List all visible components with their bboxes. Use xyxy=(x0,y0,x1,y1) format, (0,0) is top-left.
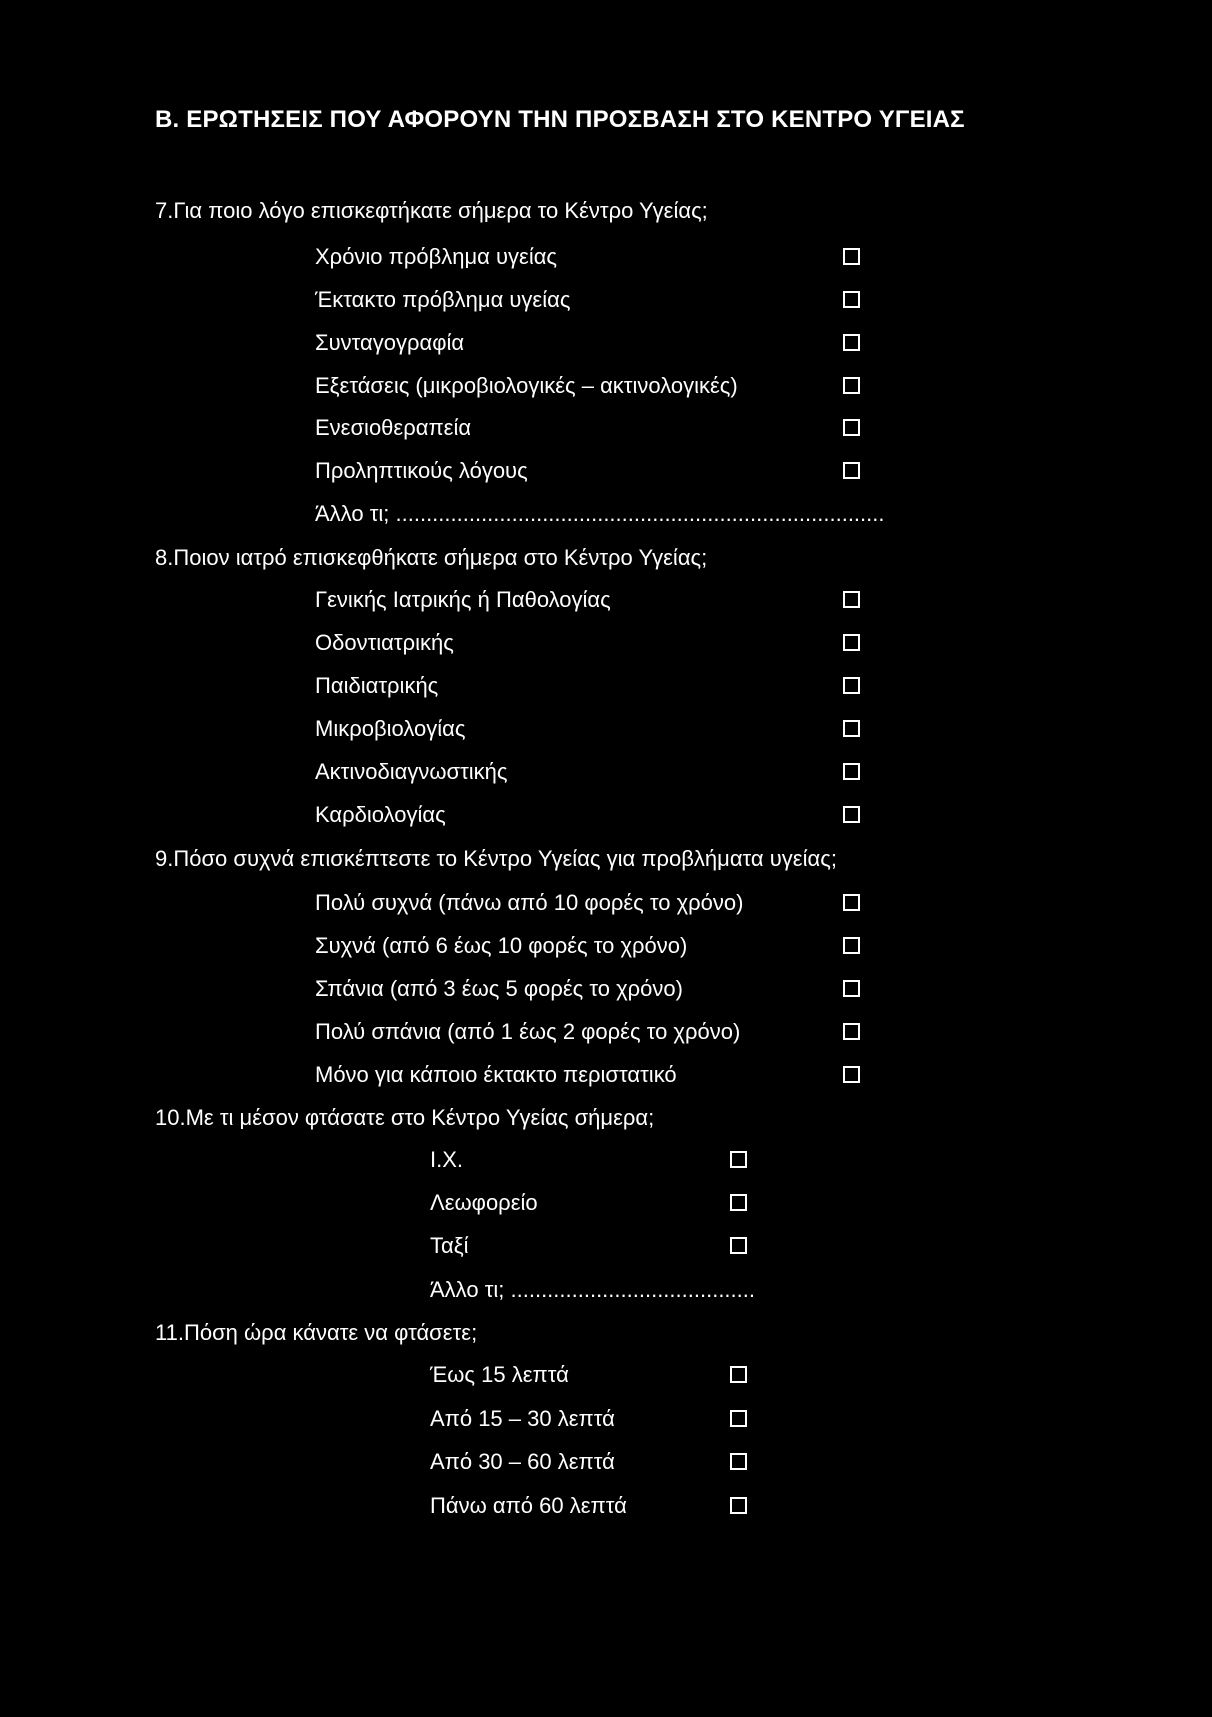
q7-option-3[interactable] xyxy=(315,328,867,358)
option-label: Έκτακτο πρόβλημα υγείας xyxy=(315,287,571,312)
q10-option-2[interactable] xyxy=(430,1188,750,1218)
q8-option-3[interactable] xyxy=(315,671,867,701)
q7-option-6[interactable] xyxy=(315,456,867,486)
checkbox[interactable] xyxy=(843,720,860,737)
checkbox[interactable] xyxy=(843,634,860,651)
checkbox[interactable] xyxy=(843,677,860,694)
q8-option-2[interactable] xyxy=(315,628,867,658)
q9-option-2[interactable] xyxy=(315,931,867,961)
checkbox[interactable] xyxy=(843,1023,860,1040)
checkbox[interactable] xyxy=(843,419,860,436)
checkbox[interactable] xyxy=(843,248,860,265)
checkbox[interactable] xyxy=(843,980,860,997)
q11-option-2[interactable] xyxy=(430,1404,750,1434)
option-label: Πολύ σπάνια (από 1 έως 2 φορές το χρόνο) xyxy=(315,1019,741,1044)
question-9: 9.Πόσο συχνά επισκέπτεστε το Κέντρο Υγείας για προβλήματα υγείας; xyxy=(155,846,837,871)
question-7: 7.Για ποιο λόγο επισκεφτήκατε σήμερα το Κέντρο Υγείας; xyxy=(155,198,708,223)
checkbox[interactable] xyxy=(730,1366,747,1383)
checkbox[interactable] xyxy=(843,377,860,394)
q10-other-field[interactable]: Άλλο τι; ........................................ xyxy=(430,1277,755,1302)
checkbox[interactable] xyxy=(843,291,860,308)
option-label: Συνταγογραφία xyxy=(315,330,465,355)
option-label: Προληπτικούς λόγους xyxy=(315,458,528,483)
option-label: Λεωφορείο xyxy=(430,1190,538,1215)
q8-option-6[interactable] xyxy=(315,800,867,830)
option-label: Ενεσιοθεραπεία xyxy=(315,415,472,440)
q11-option-3[interactable] xyxy=(430,1447,750,1477)
q9-option-5[interactable] xyxy=(315,1060,867,1090)
option-label: Οδοντιατρικής xyxy=(315,630,454,655)
option-label: Από 15 – 30 λεπτά xyxy=(430,1406,615,1431)
q7-option-1[interactable] xyxy=(315,242,867,272)
option-label: Μικροβιολογίας xyxy=(315,716,466,741)
q9-option-4[interactable] xyxy=(315,1017,867,1047)
q7-other-field[interactable]: Άλλο τι; ................................................................................ xyxy=(315,501,885,526)
option-label: Γενικής Ιατρικής ή Παθολογίας xyxy=(315,587,611,612)
question-10: 10.Με τι μέσον φτάσατε στο Κέντρο Υγείας σήμερα; xyxy=(155,1105,655,1130)
checkbox[interactable] xyxy=(730,1410,747,1427)
checkbox[interactable] xyxy=(730,1237,747,1254)
q9-option-1[interactable] xyxy=(315,888,867,918)
checkbox[interactable] xyxy=(843,1066,860,1083)
q10-option-3[interactable] xyxy=(430,1231,750,1261)
option-label: Χρόνιο πρόβλημα υγείας xyxy=(315,244,558,269)
q7-option-2[interactable] xyxy=(315,285,867,315)
checkbox[interactable] xyxy=(730,1194,747,1211)
option-label: Εξετάσεις (μικροβιολογικές – ακτινολογικές) xyxy=(315,373,738,398)
section-title: Β. ΕΡΩΤΗΣΕΙΣ ΠΟΥ ΑΦΟΡΟΥΝ ΤΗΝ ΠΡΟΣΒΑΣΗ ΣΤΟ ΚΕΝΤΡΟ ΥΓΕΙΑΣ xyxy=(155,106,965,133)
option-label: Συχνά (από 6 έως 10 φορές το χρόνο) xyxy=(315,933,688,958)
checkbox[interactable] xyxy=(843,462,860,479)
q11-option-4[interactable] xyxy=(430,1491,750,1521)
q10-option-1[interactable] xyxy=(430,1145,750,1175)
option-label: Σπάνια (από 3 έως 5 φορές το χρόνο) xyxy=(315,976,683,1001)
checkbox[interactable] xyxy=(843,334,860,351)
option-label: Πολύ συχνά (πάνω από 10 φορές το χρόνο) xyxy=(315,890,744,915)
option-label: Ι.Χ. xyxy=(430,1147,464,1172)
option-label: Πάνω από 60 λεπτά xyxy=(430,1493,627,1518)
question-11: 11.Πόση ώρα κάνατε να φτάσετε; xyxy=(155,1320,478,1345)
q9-option-3[interactable] xyxy=(315,974,867,1004)
question-8: 8.Ποιον ιατρό επισκεφθήκατε σήμερα στο Κέντρο Υγείας; xyxy=(155,545,708,570)
option-label: Παιδιατρικής xyxy=(315,673,439,698)
checkbox[interactable] xyxy=(843,806,860,823)
option-label: Ακτινοδιαγνωστικής xyxy=(315,759,508,784)
checkbox[interactable] xyxy=(843,937,860,954)
option-label: Μόνο για κάποιο έκτακτο περιστατικό xyxy=(315,1062,677,1087)
option-label: Ταξί xyxy=(430,1233,469,1258)
option-label: Από 30 – 60 λεπτά xyxy=(430,1449,615,1474)
q8-option-1[interactable] xyxy=(315,585,867,615)
q11-option-1[interactable] xyxy=(430,1360,750,1390)
q7-option-5[interactable] xyxy=(315,413,867,443)
option-label: Έως 15 λεπτά xyxy=(430,1362,569,1387)
q7-option-4[interactable] xyxy=(315,371,867,401)
checkbox[interactable] xyxy=(843,763,860,780)
checkbox[interactable] xyxy=(843,894,860,911)
q8-option-5[interactable] xyxy=(315,757,867,787)
checkbox[interactable] xyxy=(730,1151,747,1168)
checkbox[interactable] xyxy=(730,1453,747,1470)
checkbox[interactable] xyxy=(730,1497,747,1514)
checkbox[interactable] xyxy=(843,591,860,608)
q8-option-4[interactable] xyxy=(315,714,867,744)
option-label: Καρδιολογίας xyxy=(315,802,446,827)
